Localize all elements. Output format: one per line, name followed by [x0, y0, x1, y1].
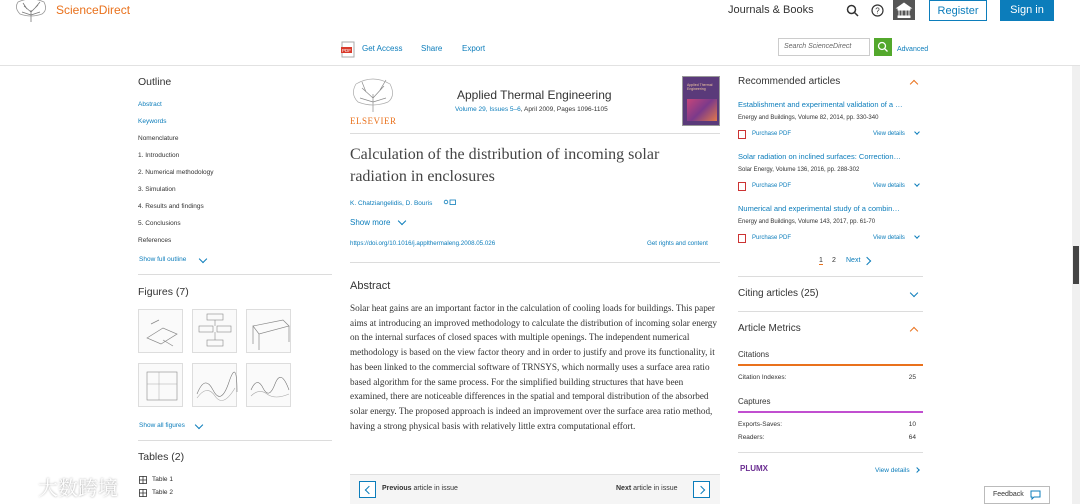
recommended-article-source-1: Energy and Buildings, Volume 82, 2014, pp. 330-340	[738, 115, 879, 121]
citation-indexes-label: Citation Indexes:	[738, 374, 787, 381]
divider	[350, 133, 720, 134]
citations-heading: Citations	[738, 350, 770, 359]
figure-thumbnail-1[interactable]	[138, 309, 183, 353]
watermark-text: 大数跨境	[38, 476, 118, 500]
divider	[138, 274, 332, 275]
chevron-down-icon	[195, 421, 203, 429]
next-rest: article in issue	[631, 485, 678, 492]
chevron-down-icon[interactable]	[910, 289, 918, 297]
pagination-page-2[interactable]: 2	[832, 257, 836, 264]
journal-title[interactable]: Applied Thermal Engineering	[457, 88, 612, 102]
feedback-label: Feedback	[993, 491, 1024, 498]
chat-bubble-icon	[1030, 490, 1041, 500]
chevron-up-icon[interactable]	[910, 80, 918, 88]
recommended-article-title-1[interactable]: Establishment and experimental validation of a …	[738, 100, 903, 109]
captures-heading: Captures	[738, 397, 771, 406]
figure-thumbnail-2[interactable]	[192, 309, 237, 353]
previous-article-button[interactable]	[359, 481, 376, 498]
date-pages: , April 2009, Pages 1096-1105	[520, 106, 608, 113]
watermark-logo-icon	[8, 472, 34, 494]
plumx-logo[interactable]: PLUMX	[740, 464, 768, 473]
svg-text:PDF: PDF	[342, 48, 351, 53]
export-link[interactable]: Export	[462, 44, 486, 53]
elsevier-tree-icon[interactable]	[350, 76, 396, 116]
exports-saves-label: Exports-Saves:	[738, 421, 783, 428]
search-icon[interactable]	[846, 4, 859, 17]
citations-bar	[738, 364, 923, 366]
chevron-down-icon	[914, 181, 920, 187]
show-more-link[interactable]: Show more	[350, 218, 391, 227]
previous-article-label[interactable]	[382, 485, 458, 492]
table-icon	[139, 489, 147, 497]
search-icon	[874, 38, 892, 56]
table-icon	[139, 476, 147, 484]
show-all-figures-link[interactable]: Show all figures	[139, 422, 185, 429]
article-title: Calculation of the distribution of incoming solar radiation in enclosures	[350, 146, 660, 185]
search-submit-button[interactable]	[874, 38, 892, 56]
citing-articles-heading[interactable]: Citing articles (25)	[738, 288, 819, 299]
chevron-right-icon	[863, 257, 871, 265]
institution-icon[interactable]	[893, 0, 915, 20]
view-details-link-2[interactable]: View details	[873, 183, 905, 189]
outline-item-introduction[interactable]: 1. Introduction	[138, 152, 180, 159]
divider	[738, 311, 923, 312]
citation-indexes-value: 25	[908, 374, 916, 381]
advanced-search-link[interactable]: Advanced	[897, 46, 929, 53]
cover-title: Applied Thermal Engineering	[687, 83, 713, 91]
svg-text:?: ?	[875, 6, 880, 16]
get-access-link[interactable]: Get Access	[362, 44, 403, 53]
recommended-article-title-3[interactable]: Numerical and experimental study of a combin…	[738, 204, 900, 213]
elsevier-tree-logo-icon[interactable]	[14, 0, 48, 22]
chevron-left-icon	[365, 486, 373, 494]
sciencedirect-logo[interactable]: ScienceDirect	[56, 3, 131, 17]
next-bold: Next	[616, 485, 632, 492]
outline-item-simulation[interactable]: 3. Simulation	[138, 186, 176, 193]
pdf-icon	[738, 182, 746, 191]
recommended-article-title-2[interactable]: Solar radiation on inclined surfaces: Correction…	[738, 152, 901, 161]
chevron-right-icon	[914, 467, 920, 473]
top-header	[0, 0, 1080, 66]
outline-item-conclusions[interactable]: 5. Conclusions	[138, 220, 181, 227]
share-link[interactable]: Share	[421, 44, 443, 53]
sign-in-button[interactable]: Sign in	[1000, 0, 1054, 21]
journal-cover-image[interactable]	[682, 76, 720, 126]
outline-item-references[interactable]: References	[138, 237, 172, 244]
get-rights-link[interactable]: Get rights and content	[647, 240, 708, 247]
figures-heading: Figures (7)	[138, 286, 189, 298]
figure-thumbnail-6[interactable]	[246, 363, 291, 407]
issue-info	[455, 106, 608, 113]
recommended-article-source-3: Energy and Buildings, Volume 143, 2017, pp. 61-70	[738, 219, 876, 225]
elsevier-wordmark: ELSEVIER	[350, 116, 397, 126]
doi-link[interactable]: https://doi.org/10.1016/j.applthermaleng.2008.05.026	[350, 240, 496, 247]
article-metrics-heading: Article Metrics	[738, 323, 801, 334]
outline-item-numerical-methodology[interactable]: 2. Numerical methodology	[138, 169, 214, 176]
divider	[350, 262, 720, 263]
journals-books-link[interactable]: Journals & Books	[728, 4, 814, 16]
captures-bar	[738, 411, 923, 413]
readers-value: 64	[908, 434, 916, 441]
abstract-text: Solar heat gains are an important factor in the calculation of cooling loads for buildings. This paper aims at introducing an improved methodology to calculate the distribution of incoming solar energy on the internal surfaces of closed spaces with multiple openings. The independent numerical methodology is based on the view factor theory and in order to justify and prove its functionality, it has been linked to the commercial software of TRNSYS, which normally uses a surface area ratio based algorithm for the same process. For the simplified building structures that have been examined, there are noticeable differences in the spatial and temporal distribution of the absorbed solar energy. The proposed approach is indeed an improvement over the surface area ratio method, having a strong physical basis with relatively little extra computational effort.	[350, 303, 717, 431]
cover-art	[687, 99, 717, 121]
search-input[interactable]: Search ScienceDirect	[778, 38, 870, 56]
scrollbar-track[interactable]	[1072, 66, 1080, 504]
register-button[interactable]: Register	[929, 0, 987, 21]
author-email-icon[interactable]	[443, 199, 456, 207]
pdf-icon[interactable]	[341, 41, 357, 58]
previous-rest: article in issue	[411, 485, 458, 492]
recommended-article-source-2: Solar Energy, Volume 136, 2016, pp. 288-302	[738, 167, 860, 173]
table-item-1[interactable]: Table 1	[152, 476, 173, 483]
outline-item-abstract[interactable]: Abstract	[138, 101, 162, 108]
outline-item-nomenclature[interactable]: Nomenclature	[138, 135, 179, 142]
purchase-pdf-link-1[interactable]: Purchase PDF	[752, 131, 792, 137]
next-article-button[interactable]	[693, 481, 710, 498]
recommended-heading: Recommended articles	[738, 76, 841, 87]
chevron-right-icon	[697, 486, 705, 494]
figure-thumbnail-4[interactable]	[138, 363, 183, 407]
previous-bold: Previous	[382, 485, 412, 492]
figure-thumbnail-3[interactable]	[246, 309, 291, 353]
table-item-2[interactable]: Table 2	[152, 489, 173, 496]
next-article-label[interactable]	[616, 485, 677, 492]
show-full-outline-link[interactable]: Show full outline	[139, 256, 187, 263]
divider	[738, 452, 923, 453]
help-icon[interactable]	[871, 4, 884, 17]
outline-item-results[interactable]: 4. Results and findings	[138, 203, 204, 210]
scrollbar-thumb[interactable]	[1073, 246, 1079, 284]
tables-heading: Tables (2)	[138, 451, 185, 463]
pdf-icon	[738, 130, 746, 139]
outline-item-keywords[interactable]: Keywords	[138, 118, 167, 125]
exports-saves-value: 10	[908, 421, 916, 428]
divider	[738, 276, 923, 277]
readers-label: Readers:	[738, 434, 765, 441]
authors-link[interactable]: K. Chatziangelidis, D. Bouris	[350, 200, 433, 207]
chevron-up-icon[interactable]	[910, 327, 918, 335]
outline-heading: Outline	[138, 76, 172, 88]
view-details-link-3[interactable]: View details	[873, 235, 905, 241]
chevron-down-icon	[914, 129, 920, 135]
abstract-heading: Abstract	[350, 280, 391, 292]
figure-thumbnail-5[interactable]	[192, 363, 237, 407]
view-details-link-1[interactable]: View details	[873, 131, 905, 137]
divider	[138, 440, 332, 441]
pagination-next[interactable]: Next	[846, 257, 861, 264]
chevron-down-icon	[398, 217, 406, 225]
chevron-down-icon	[914, 233, 920, 239]
chevron-down-icon	[199, 255, 207, 263]
metrics-view-details-link[interactable]: View details	[875, 467, 910, 474]
purchase-pdf-link-2[interactable]: Purchase PDF	[752, 183, 792, 189]
pdf-icon	[738, 234, 746, 243]
volume-issue-link[interactable]: Volume 29, Issues 5–6	[455, 106, 521, 113]
pagination-page-1[interactable]: 1	[819, 257, 823, 264]
purchase-pdf-link-3[interactable]: Purchase PDF	[752, 235, 792, 241]
